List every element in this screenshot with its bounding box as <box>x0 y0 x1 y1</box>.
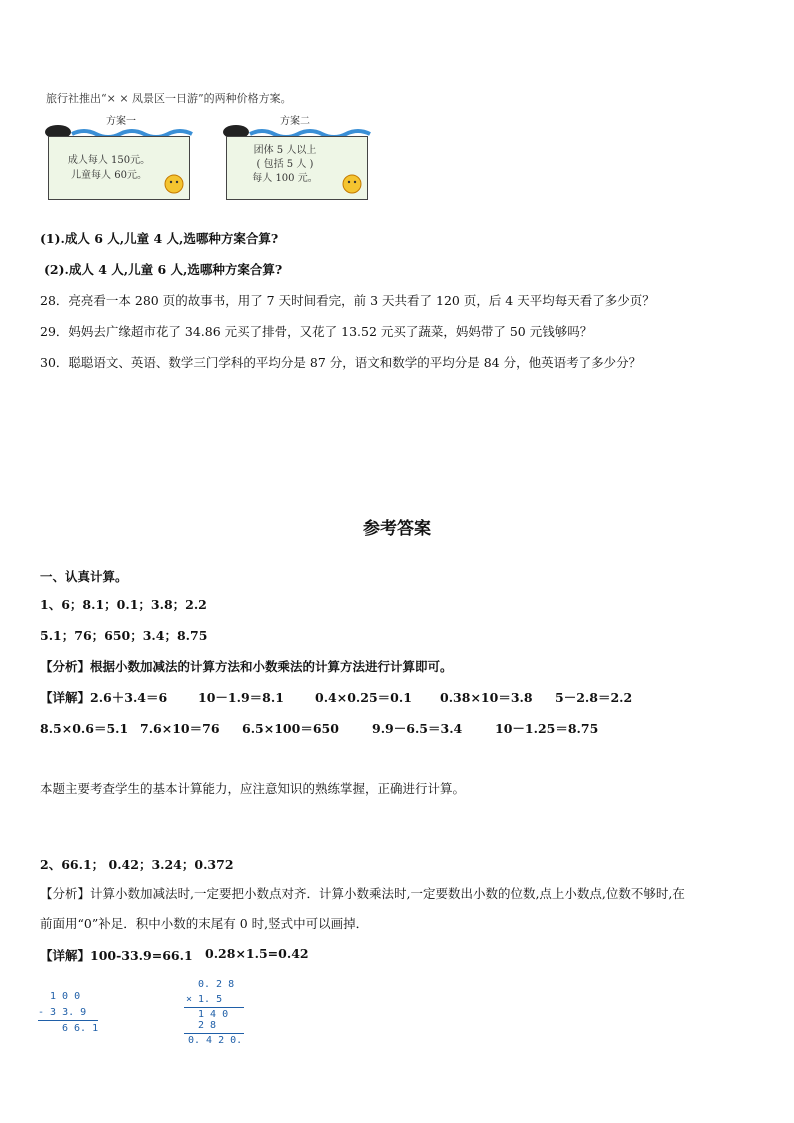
question-2: (2).成人 4 人,儿童 6 人,选哪种方案合算? <box>44 262 283 277</box>
answer-1-analysis: 【分析】根据小数加减法的计算方法和小数乘法的计算方法进行计算即可。 <box>40 659 453 674</box>
answer-2-detail-1: 【详解】100-33.9=66.1 <box>40 948 193 963</box>
plan-one-line-2: 儿童每人 60元。 <box>71 170 147 181</box>
mul-row-5: 0. 4 2 0. <box>188 1035 243 1046</box>
question-30: 30．聪聪语文、英语、数学三门学科的平均分是 87 分，语文和数学的平均分是 84 分，他英语考了多少分？ <box>40 355 642 370</box>
mul-row-3: 1 4 0 <box>198 1009 229 1020</box>
mul-row-4: 2 8 <box>198 1020 217 1031</box>
answer-2-analysis-2: 前面用“0”补足．积中小数的末尾有 0 时,竖式中可以画掉． <box>40 916 369 931</box>
detail-2-5: 10－1.25＝8.75 <box>495 721 599 736</box>
plan-two-line-1: 团体 5 人以上 <box>253 145 317 156</box>
plan-one-sign <box>48 136 190 200</box>
plan-two-card <box>222 112 372 210</box>
sun-mascot-icon <box>341 173 363 195</box>
problem-intro: 旅行社推出“× × 凤景区一日游”的两种价格方案。 <box>46 92 292 105</box>
answer-2-line-1: 2、66.1； 0.42；3.24；0.372 <box>40 857 234 872</box>
answers-title: 参考答案 <box>363 519 431 539</box>
plan-one-title: 方案一 <box>106 116 136 127</box>
sub-row-2: - 3 3. 9 <box>38 1007 87 1018</box>
mul-row-2: × 1. 5 <box>186 994 223 1005</box>
answer-2-analysis-1: 【分析】计算小数加减法时,一定要把小数点对齐．计算小数乘法时,一定要数出小数的位数,点上小数点,位数不够时,在 <box>40 886 685 901</box>
plan-two-line-3: 每人 100 元。 <box>252 173 318 184</box>
mul-row-1: 0. 2 8 <box>198 979 235 990</box>
detail-1-1: 【详解】2.6＋3.4＝6 <box>40 690 168 705</box>
plan-two-line-2: ( 包括 5 人 ) <box>256 159 314 170</box>
detail-2-4: 9.9－6.5＝3.4 <box>372 721 463 736</box>
section-heading: 一、认真计算。 <box>40 569 128 584</box>
answer-1-line-2: 5.1；76；650；3.4；8.75 <box>40 628 208 643</box>
sub-row-3: 6 6. 1 <box>62 1023 99 1034</box>
answer-2-detail-2: 0.28×1.5=0.42 <box>205 946 309 961</box>
sub-divider <box>38 1020 98 1021</box>
question-1: (1).成人 6 人,儿童 4 人,选哪种方案合算? <box>40 231 279 246</box>
plan-two-title: 方案二 <box>280 116 310 127</box>
detail-1-5: 5－2.8＝2.2 <box>555 690 633 705</box>
answer-1-summary: 本题主要考查学生的基本计算能力，应注意知识的熟练掌握，正确进行计算。 <box>40 781 466 796</box>
mul-divider-1 <box>184 1007 244 1008</box>
detail-1-2: 10－1.9＝8.1 <box>198 690 284 705</box>
detail-2-3: 6.5×100＝650 <box>242 721 339 736</box>
answer-1-line-1: 1、6；8.1；0.1；3.8；2.2 <box>40 597 207 612</box>
plan-one-card <box>44 112 194 210</box>
plan-one-line-1: 成人每人 150元。 <box>67 155 151 166</box>
detail-1-4: 0.38×10＝3.8 <box>440 690 533 705</box>
detail-2-1: 8.5×0.6＝5.1 <box>40 721 129 736</box>
detail-1-3: 0.4×0.25＝0.1 <box>315 690 412 705</box>
sun-mascot-icon <box>163 173 185 195</box>
sub-row-1: 1 0 0 <box>50 991 81 1002</box>
plan-two-sign <box>226 136 368 200</box>
question-29: 29．妈妈去广缘超市花了 34.86 元买了排骨，又花了 13.52 元买了蔬菜，妈妈带了 50 元钱够吗？ <box>40 324 593 339</box>
question-28: 28．亮亮看一本 280 页的故事书，用了 7 天时间看完，前 3 天共看了 120 页，后 4 天平均每天看了多少页？ <box>40 293 655 308</box>
detail-2-2: 7.6×10＝76 <box>140 721 220 736</box>
mul-divider-2 <box>184 1033 244 1034</box>
